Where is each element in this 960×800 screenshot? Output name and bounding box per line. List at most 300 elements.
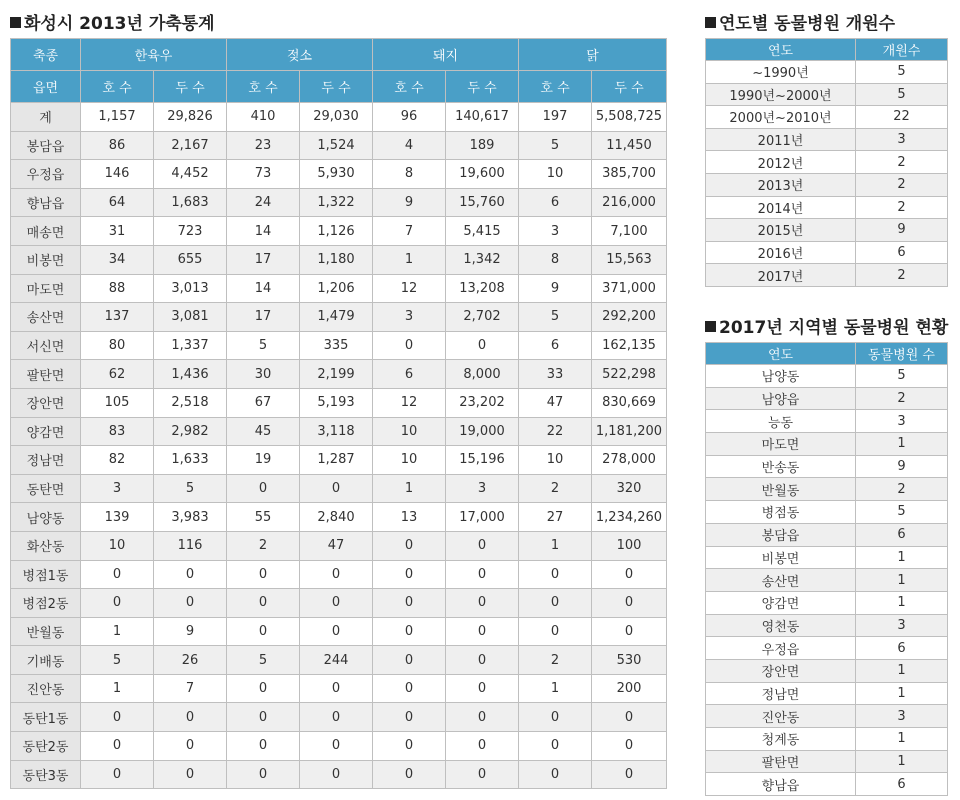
value-cell: 0 xyxy=(373,674,446,703)
value-cell: 1 xyxy=(856,750,948,773)
households-header: 호 수 xyxy=(519,71,592,103)
value-cell: 2 xyxy=(856,264,948,287)
value-cell: 9 xyxy=(154,617,227,646)
value-cell: 10 xyxy=(519,446,592,475)
row-label-cell: 능동 xyxy=(706,410,856,433)
value-cell: 2,199 xyxy=(300,360,373,389)
corner-bottom-header: 읍면 xyxy=(11,71,81,103)
row-label-cell: 동탄1동 xyxy=(11,703,81,732)
value-cell: 655 xyxy=(154,245,227,274)
row-label-cell: 2000년~2010년 xyxy=(706,106,856,129)
value-cell: 23,202 xyxy=(446,388,519,417)
value-cell: 9 xyxy=(856,219,948,242)
row-label-cell: 진안동 xyxy=(706,705,856,728)
table-row xyxy=(11,388,667,417)
row-label-cell: 비봉면 xyxy=(11,245,81,274)
value-cell: 371,000 xyxy=(592,274,667,303)
value-cell: 522,298 xyxy=(592,360,667,389)
row-label-cell: 1990년~2000년 xyxy=(706,83,856,106)
value-cell: 24 xyxy=(227,188,300,217)
value-cell: 13,208 xyxy=(446,274,519,303)
row-label-cell: 2016년 xyxy=(706,241,856,264)
value-cell: 96 xyxy=(373,103,446,132)
value-cell: 7,100 xyxy=(592,217,667,246)
value-cell: 137 xyxy=(81,303,154,332)
value-cell: 0 xyxy=(81,760,154,789)
value-cell: 0 xyxy=(373,560,446,589)
row-label-cell: 마도면 xyxy=(706,433,856,456)
row-label-cell: 팔탄면 xyxy=(706,750,856,773)
table-row xyxy=(11,303,667,332)
table-row xyxy=(11,446,667,475)
row-label-cell: 우정읍 xyxy=(706,637,856,660)
row-label-cell: 영천동 xyxy=(706,614,856,637)
value-cell: 0 xyxy=(154,560,227,589)
value-cell: 1,234,260 xyxy=(592,503,667,532)
value-cell: 5 xyxy=(856,501,948,524)
value-cell: 1 xyxy=(856,591,948,614)
row-label-cell: 기배동 xyxy=(11,646,81,675)
value-cell: 10 xyxy=(373,417,446,446)
value-cell: 3 xyxy=(856,128,948,151)
table-row xyxy=(706,433,948,456)
value-cell: 17,000 xyxy=(446,503,519,532)
table-row xyxy=(11,474,667,503)
value-cell: 1,436 xyxy=(154,360,227,389)
value-cell: 26 xyxy=(154,646,227,675)
value-cell: 162,135 xyxy=(592,331,667,360)
table-row xyxy=(706,264,948,287)
value-cell: 3,983 xyxy=(154,503,227,532)
table-row xyxy=(11,760,667,789)
value-cell: 139 xyxy=(81,503,154,532)
regional-title: 2017년 지역별 동물병원 현황 xyxy=(705,313,948,338)
row-label-cell: 마도면 xyxy=(11,274,81,303)
value-cell: 22 xyxy=(856,106,948,129)
header-row xyxy=(706,343,948,365)
value-cell: 83 xyxy=(81,417,154,446)
value-cell: 0 xyxy=(227,760,300,789)
value-cell: 1,287 xyxy=(300,446,373,475)
households-header: 호 수 xyxy=(373,71,446,103)
value-cell: 0 xyxy=(446,560,519,589)
row-label-cell: 비봉면 xyxy=(706,546,856,569)
value-cell: 6 xyxy=(856,523,948,546)
value-cell: 55 xyxy=(227,503,300,532)
value-cell: 29,826 xyxy=(154,103,227,132)
value-cell: 0 xyxy=(373,331,446,360)
table-row xyxy=(706,705,948,728)
value-cell: 1 xyxy=(856,728,948,751)
row-label-cell: 2017년 xyxy=(706,264,856,287)
row-label-cell: 송산면 xyxy=(706,569,856,592)
value-cell: 2,982 xyxy=(154,417,227,446)
households-header: 호 수 xyxy=(81,71,154,103)
value-cell: 0 xyxy=(300,674,373,703)
row-label-cell: 양감면 xyxy=(11,417,81,446)
square-bullet-icon xyxy=(705,321,716,332)
row-label-cell: 진안동 xyxy=(11,674,81,703)
value-cell: 1,342 xyxy=(446,245,519,274)
table-row xyxy=(11,331,667,360)
value-cell: 3 xyxy=(373,303,446,332)
value-cell: 0 xyxy=(519,732,592,761)
value-cell: 0 xyxy=(300,760,373,789)
value-cell: 47 xyxy=(519,388,592,417)
value-cell: 189 xyxy=(446,131,519,160)
value-cell: 2 xyxy=(856,151,948,174)
value-cell: 9 xyxy=(856,455,948,478)
value-cell: 0 xyxy=(446,674,519,703)
value-cell: 0 xyxy=(154,589,227,618)
table-row xyxy=(11,617,667,646)
value-cell: 1 xyxy=(81,617,154,646)
value-cell: 1 xyxy=(856,433,948,456)
value-cell: 6 xyxy=(856,773,948,796)
value-cell: 31 xyxy=(81,217,154,246)
row-label-cell: 동탄2동 xyxy=(11,732,81,761)
value-cell: 0 xyxy=(154,732,227,761)
value-cell: 15,196 xyxy=(446,446,519,475)
row-label-cell: 정남면 xyxy=(706,682,856,705)
value-cell: 1,524 xyxy=(300,131,373,160)
value-cell: 0 xyxy=(227,703,300,732)
row-label-cell: 병점동 xyxy=(706,501,856,524)
table-row xyxy=(11,531,667,560)
value-cell: 15,760 xyxy=(446,188,519,217)
value-cell: 2,518 xyxy=(154,388,227,417)
table-row xyxy=(706,728,948,751)
value-cell: 6 xyxy=(856,637,948,660)
value-cell: 5 xyxy=(856,61,948,84)
households-header: 호 수 xyxy=(227,71,300,103)
value-cell: 4,452 xyxy=(154,160,227,189)
table-row xyxy=(706,241,948,264)
square-bullet-icon xyxy=(10,17,21,28)
value-cell: 0 xyxy=(592,617,667,646)
value-cell: 8,000 xyxy=(446,360,519,389)
year-header: 연도 xyxy=(706,39,856,61)
value-cell: 29,030 xyxy=(300,103,373,132)
value-cell: 1 xyxy=(373,474,446,503)
table-row xyxy=(11,646,667,675)
value-cell: 1 xyxy=(519,531,592,560)
value-cell: 0 xyxy=(592,732,667,761)
value-cell: 10 xyxy=(373,446,446,475)
heads-header: 두 수 xyxy=(592,71,667,103)
value-cell: 0 xyxy=(300,703,373,732)
value-cell: 0 xyxy=(373,703,446,732)
value-cell: 0 xyxy=(446,703,519,732)
table-row xyxy=(706,387,948,410)
region-header: 연도 xyxy=(706,343,856,365)
value-cell: 15,563 xyxy=(592,245,667,274)
table-row xyxy=(706,219,948,242)
value-cell: 62 xyxy=(81,360,154,389)
header-row-animals xyxy=(11,39,667,71)
row-label-cell: 동탄3동 xyxy=(11,760,81,789)
row-label-cell: 청계동 xyxy=(706,728,856,751)
animal-header: 젖소 xyxy=(227,39,373,71)
row-label-cell: 향남읍 xyxy=(11,188,81,217)
value-cell: 0 xyxy=(227,617,300,646)
row-label-cell: 남양동 xyxy=(11,503,81,532)
row-label-cell: 반송동 xyxy=(706,455,856,478)
value-cell: 292,200 xyxy=(592,303,667,332)
table-row xyxy=(706,455,948,478)
table-row xyxy=(11,417,667,446)
value-cell: 2,840 xyxy=(300,503,373,532)
table-row xyxy=(706,365,948,388)
value-cell: 8 xyxy=(519,245,592,274)
row-label-cell: 서신면 xyxy=(11,331,81,360)
value-cell: 3 xyxy=(81,474,154,503)
value-cell: 17 xyxy=(227,303,300,332)
value-cell: 5 xyxy=(519,303,592,332)
value-cell: 0 xyxy=(300,474,373,503)
value-cell: 0 xyxy=(446,531,519,560)
value-cell: 1 xyxy=(373,245,446,274)
value-cell: 0 xyxy=(227,560,300,589)
square-bullet-icon xyxy=(705,17,716,28)
row-label-cell: 장안면 xyxy=(706,659,856,682)
animal-header: 닭 xyxy=(519,39,667,71)
value-cell: 3 xyxy=(856,705,948,728)
value-cell: 2 xyxy=(519,474,592,503)
value-cell: 0 xyxy=(446,732,519,761)
value-cell: 3 xyxy=(856,410,948,433)
value-cell: 5 xyxy=(154,474,227,503)
value-cell: 0 xyxy=(373,732,446,761)
table-row xyxy=(11,589,667,618)
value-cell: 1,181,200 xyxy=(592,417,667,446)
table-row xyxy=(706,614,948,637)
value-cell: 105 xyxy=(81,388,154,417)
row-label-cell: 봉담읍 xyxy=(11,131,81,160)
value-cell: 0 xyxy=(519,617,592,646)
value-cell: 0 xyxy=(519,760,592,789)
row-label-cell: 계 xyxy=(11,103,81,132)
value-cell: 0 xyxy=(446,331,519,360)
value-cell: 30 xyxy=(227,360,300,389)
row-label-cell: 2013년 xyxy=(706,173,856,196)
table-row xyxy=(11,360,667,389)
row-label-cell: 매송면 xyxy=(11,217,81,246)
value-cell: 47 xyxy=(300,531,373,560)
row-label-cell: 2014년 xyxy=(706,196,856,219)
value-cell: 1 xyxy=(856,546,948,569)
corner-top-header: 축종 xyxy=(11,39,81,71)
table-row xyxy=(706,173,948,196)
value-cell: 0 xyxy=(519,589,592,618)
value-cell: 17 xyxy=(227,245,300,274)
table-row xyxy=(11,503,667,532)
value-cell: 0 xyxy=(373,617,446,646)
value-cell: 0 xyxy=(300,617,373,646)
value-cell: 0 xyxy=(227,589,300,618)
value-cell: 1,479 xyxy=(300,303,373,332)
value-cell: 19,600 xyxy=(446,160,519,189)
value-cell: 2 xyxy=(519,646,592,675)
table-row xyxy=(706,591,948,614)
value-cell: 146 xyxy=(81,160,154,189)
value-cell: 88 xyxy=(81,274,154,303)
value-cell: 0 xyxy=(81,703,154,732)
row-label-cell: 향남읍 xyxy=(706,773,856,796)
value-cell: 4 xyxy=(373,131,446,160)
value-cell: 5 xyxy=(81,646,154,675)
value-cell: 335 xyxy=(300,331,373,360)
value-cell: 0 xyxy=(373,531,446,560)
value-cell: 19 xyxy=(227,446,300,475)
value-cell: 0 xyxy=(81,589,154,618)
table-row xyxy=(11,560,667,589)
value-cell: 3,013 xyxy=(154,274,227,303)
value-cell: 830,669 xyxy=(592,388,667,417)
table-row xyxy=(11,245,667,274)
value-cell: 1,180 xyxy=(300,245,373,274)
value-cell: 0 xyxy=(446,589,519,618)
value-cell: 0 xyxy=(373,589,446,618)
value-cell: 278,000 xyxy=(592,446,667,475)
row-label-cell: 남양읍 xyxy=(706,387,856,410)
value-cell: 9 xyxy=(519,274,592,303)
value-cell: 5 xyxy=(227,331,300,360)
value-cell: 5 xyxy=(856,83,948,106)
value-cell: 5,193 xyxy=(300,388,373,417)
table-row xyxy=(706,750,948,773)
row-label-cell: 정남면 xyxy=(11,446,81,475)
heads-header: 두 수 xyxy=(300,71,373,103)
value-cell: 67 xyxy=(227,388,300,417)
value-cell: 723 xyxy=(154,217,227,246)
value-cell: 216,000 xyxy=(592,188,667,217)
table-row xyxy=(706,682,948,705)
table-row xyxy=(706,478,948,501)
value-cell: 1,157 xyxy=(81,103,154,132)
row-label-cell: 송산면 xyxy=(11,303,81,332)
value-cell: 11,450 xyxy=(592,131,667,160)
value-cell: 14 xyxy=(227,274,300,303)
value-cell: 7 xyxy=(373,217,446,246)
table-row xyxy=(706,546,948,569)
value-cell: 1,206 xyxy=(300,274,373,303)
table-row xyxy=(706,569,948,592)
value-cell: 9 xyxy=(373,188,446,217)
value-cell: 1,633 xyxy=(154,446,227,475)
row-label-cell: 2012년 xyxy=(706,151,856,174)
row-label-cell: 병점2동 xyxy=(11,589,81,618)
table-row xyxy=(706,106,948,129)
value-cell: 7 xyxy=(154,674,227,703)
value-cell: 1 xyxy=(81,674,154,703)
table-row xyxy=(706,61,948,84)
row-label-cell: 병점1동 xyxy=(11,560,81,589)
value-cell: 0 xyxy=(592,703,667,732)
header-row-units xyxy=(11,71,667,103)
row-label-cell: 동탄면 xyxy=(11,474,81,503)
row-label-cell: 2011년 xyxy=(706,128,856,151)
value-cell: 82 xyxy=(81,446,154,475)
value-cell: 140,617 xyxy=(446,103,519,132)
table-row xyxy=(11,274,667,303)
value-cell: 8 xyxy=(373,160,446,189)
animal-header: 한육우 xyxy=(81,39,227,71)
value-cell: 5 xyxy=(227,646,300,675)
value-cell: 6 xyxy=(856,241,948,264)
animal-header: 돼지 xyxy=(373,39,519,71)
regional-table xyxy=(705,342,948,796)
table-row xyxy=(11,217,667,246)
table-row xyxy=(11,188,667,217)
value-cell: 0 xyxy=(519,703,592,732)
value-cell: 200 xyxy=(592,674,667,703)
row-label-cell: 봉담읍 xyxy=(706,523,856,546)
value-cell: 244 xyxy=(300,646,373,675)
value-cell: 86 xyxy=(81,131,154,160)
value-cell: 5 xyxy=(856,365,948,388)
value-cell: 10 xyxy=(519,160,592,189)
value-cell: 5 xyxy=(519,131,592,160)
value-cell: 0 xyxy=(519,560,592,589)
value-cell: 2,702 xyxy=(446,303,519,332)
livestock-title: 화성시 2013년 가축통계 xyxy=(10,9,215,34)
value-cell: 2 xyxy=(856,196,948,219)
table-row xyxy=(11,160,667,189)
heads-header: 두 수 xyxy=(154,71,227,103)
value-cell: 13 xyxy=(373,503,446,532)
value-cell: 0 xyxy=(373,760,446,789)
value-cell: 12 xyxy=(373,388,446,417)
table-row xyxy=(706,501,948,524)
table-row xyxy=(706,151,948,174)
row-label-cell: 화산동 xyxy=(11,531,81,560)
value-cell: 3 xyxy=(856,614,948,637)
table-row xyxy=(706,410,948,433)
value-cell: 1,126 xyxy=(300,217,373,246)
value-cell: 2 xyxy=(856,387,948,410)
value-cell: 33 xyxy=(519,360,592,389)
value-cell: 0 xyxy=(81,732,154,761)
table-row xyxy=(706,83,948,106)
table-row xyxy=(11,131,667,160)
value-cell: 6 xyxy=(373,360,446,389)
table-row xyxy=(706,196,948,219)
table-row xyxy=(11,732,667,761)
value-cell: 73 xyxy=(227,160,300,189)
row-label-cell: 팔탄면 xyxy=(11,360,81,389)
table-row xyxy=(11,103,667,132)
row-label-cell: 양감면 xyxy=(706,591,856,614)
hospital-count-header: 동물병원 수 xyxy=(856,343,948,365)
value-cell: 0 xyxy=(300,732,373,761)
value-cell: 2 xyxy=(227,531,300,560)
value-cell: 0 xyxy=(592,589,667,618)
value-cell: 100 xyxy=(592,531,667,560)
row-label-cell: 반월동 xyxy=(706,478,856,501)
row-label-cell: 우정읍 xyxy=(11,160,81,189)
count-header: 개원수 xyxy=(856,39,948,61)
table-row xyxy=(11,674,667,703)
value-cell: 0 xyxy=(300,560,373,589)
value-cell: 27 xyxy=(519,503,592,532)
row-label-cell: ~1990년 xyxy=(706,61,856,84)
table-row xyxy=(706,773,948,796)
value-cell: 6 xyxy=(519,331,592,360)
value-cell: 45 xyxy=(227,417,300,446)
value-cell: 0 xyxy=(227,474,300,503)
openings-table xyxy=(705,38,948,287)
